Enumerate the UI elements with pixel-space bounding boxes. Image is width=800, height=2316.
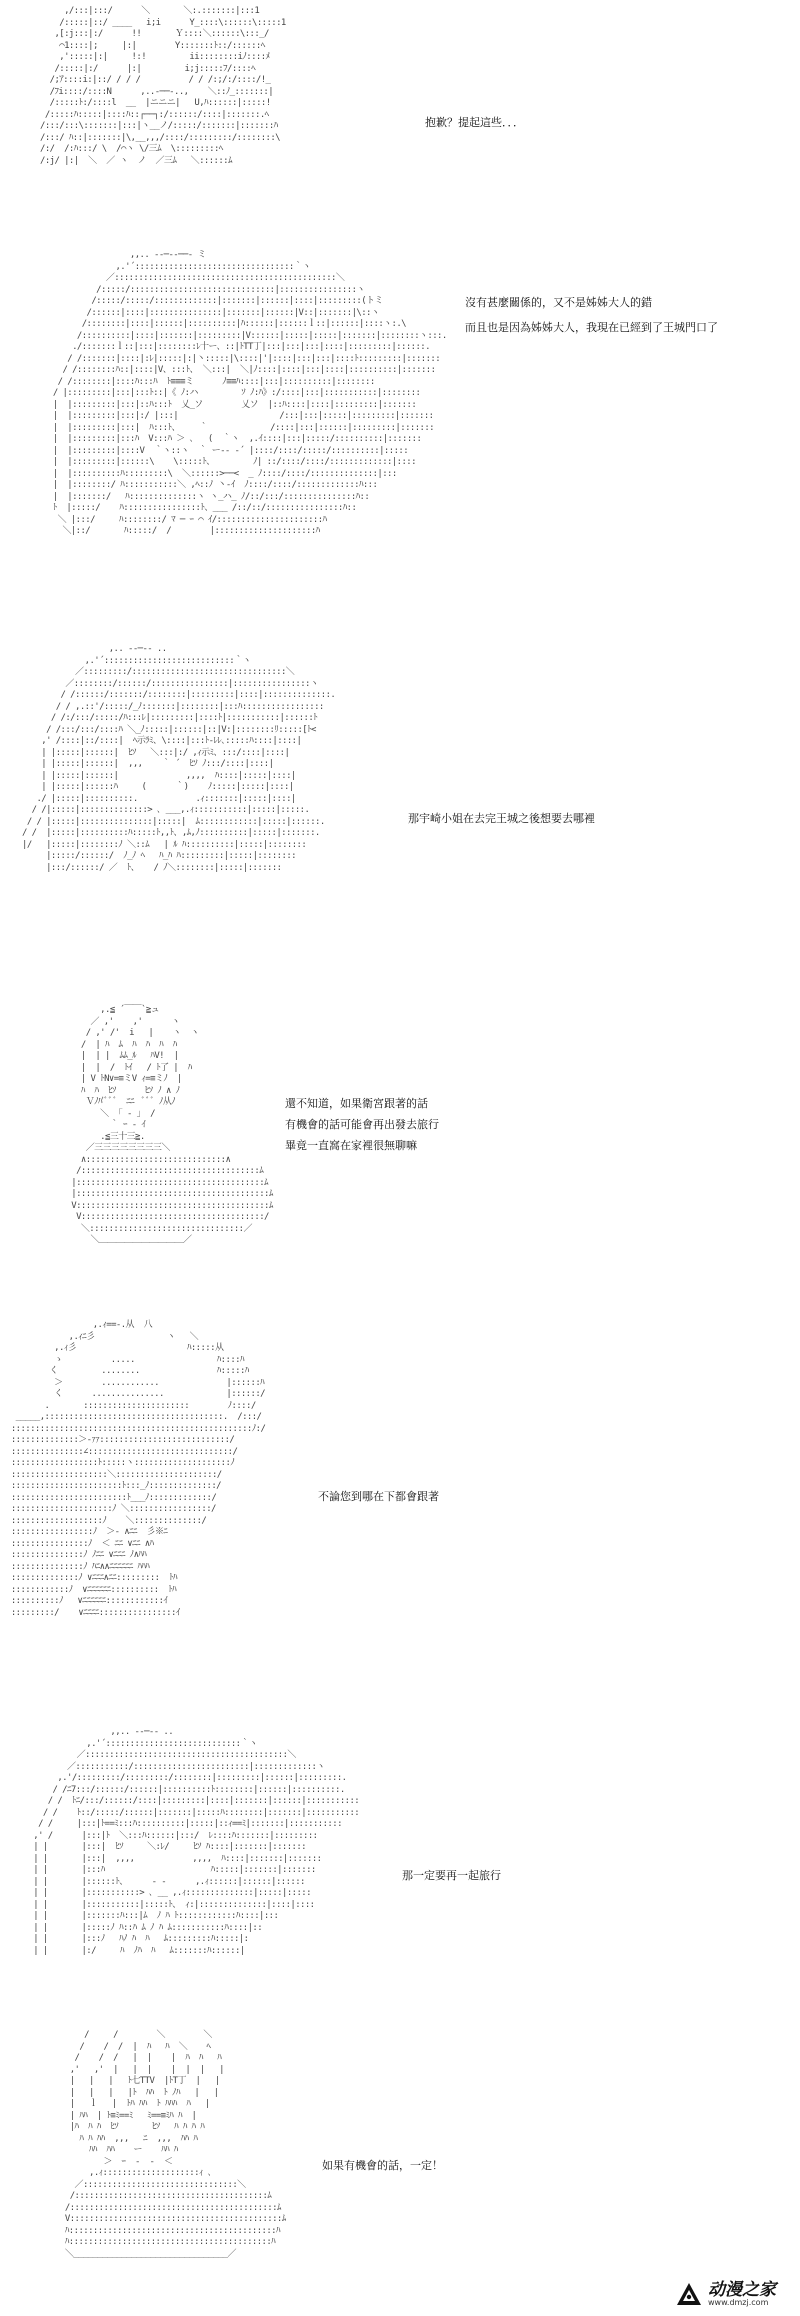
panel-5 [0, 1320, 800, 1700]
panel-6 [0, 1715, 800, 2015]
dialog-line: 那一定要再一起旅行 [402, 1869, 501, 1882]
dialog-text [318, 1486, 439, 1507]
panel-7 [0, 2030, 800, 2316]
panel-2 [0, 240, 800, 630]
panel-4 [0, 1005, 800, 1305]
ascii-art-figure: ,/:::|:::/ ＼ ＼:.:::::::|:::1 /:::::|::/ ____ i;i Y_::::\::::::\:::::1 ,[:j:::|:/ !! Ｙ::::＼::::::\:::_/ ⌒1::::|; |:| Y:::::::ﾄ::/::::::ﾍ ,':::::|:| !:! ii::::::::iﾉ::::ﾒ /:::::|:/ |:| i;j:::::ﾌ/::::ﾍ /;ｱ::::i:|::/ / / / / / /:;/:/::::/!_ /ﾌi::::/::::N ,..-──-.., ＼::ﾉ_:::::::| /:::::ﾄ:/::::l __ |ニニニ| U,ﾊ::::::|:::::! /:::::ﾊ:::::|::::ﾊ::┌──┐:/::::::/::::|:::::::.ﾍ /:::/:::\:::::::|:::|ヽ__ノ/:::::/:::::::|:::::::ﾊ /:::/ ﾊ::|:::::::|\,__,,,/::::/:::::::::/::::::::\ /:/ /:ﾊ:::/ \ /⌒ヽ \/三ﾑ \:::::::::ﾍ /:j/ |:| ＼ ／ ヽ ノ ／三ﾑ ＼::::::ﾑ [40, 6, 286, 166]
dmzj-logo-icon [674, 2279, 704, 2309]
dialog-line: 不論您到哪在下都會跟著 [318, 1490, 439, 1503]
dialog-line: 還不知道，如果衛宮跟著的話 [285, 1097, 428, 1110]
watermark-url: www.dmzj.com [708, 2297, 769, 2307]
panel-3 [0, 640, 800, 980]
watermark-title: 动漫之家 [708, 2279, 776, 2300]
dialog-text [408, 808, 595, 829]
ascii-art-figure: ,.≦ ´￣￣`≧ュ ／ ,' ,' ヽ / ,' /' i | ヽ ヽ / | ﾊ ﾑ ﾊ ﾊ ﾊ ﾊ | | | ﾑﾑ_ﾙ ﾊV! | | | / ﾄｲ / ﾄ了 | ﾊ | V ﾄN∨=≡ミV ｨ=≡ミﾉ | ﾊ ﾊ ﾋｿ ﾋｿ ﾉ ∧ ﾉ Ｖﾉﾊ'ﾞﾞﾞ ﾆﾆ ﾞﾞﾞ ﾉ从ﾉ ＼ ｢ ‐ ｣ / ｀ ｰ ‐ ｲ .≦三十三≧. ／三三三三三三三三＼ ∧:::::::::::::::::::::::::::::∧ /:::::::::::::::::::::::::::::::::::::ﾑ |:::::::::::::::::::::::::::::::::::::::ﾑ |::::::::::::::::::::::::::::::::::::::::ﾑ V::::::::::::::::::::::::::::::::::::::::ﾑ V::::::::::::::::::::::::::::::::::::::/ ＼::::::::::::::::::::::::::::::::／ ＼＿＿＿＿＿＿＿＿＿＿／ [71, 1005, 273, 1245]
ascii-art-figure: ,,.. -‐─-- .. ,.'´::::::::::::::::::::::::::::｀ヽ ／::::::::::::::::::::::::::::::::::::::::::＼ ／:::::::::::/::::::::::::::::::::::::|:::::::::::::ヽ ,.'/:::::::::/:::::::::/::::::::|:::::::::|::::::|:::::::::. / /ﾆ7:::/::::::/::::::|::::::::::ﾄ::::::::|::::::|::::::::::. / / ﾄﾆ/:::/::::::/::::|:::::::::|::::|:::::::|::::::|::::::::::: / / ﾄ::/:::::/::::::|:::::::|:::::ﾊ::::::::|:::::::|::::::::::: / / |:::|ﾄ==ﾐ:::ﾊ::::::::::|:::::|::ｨ==ﾐ|:::::::|::::::::::: ,' / |:::|ﾄ ＼:::ﾊ::::::|:::/ ﾚ::::ﾊ:::::::|::::::::: | | |:::| ﾋｿ ＼:ﾚ/ ﾋｿ ﾊ::::|:::::::|::::::: | | |:::| ,,,, ,,,, ﾊ::::|:::::::|::::::: | | |:::ﾊ ﾊ:::::|:::::::|::::::: | | |::::::ﾄ、 ‐ - ,.ｨ::::::|::::::|:::::: | | |:::::::::::> ､ __ ,.ｨ::::::::::::::|:::::|::::: | | |:::::::::::|:::::ﾄ、 ｨ:|::::::::::::::|::::|:::: | | |:::::::ﾊ:::|ﾑ ﾉ ﾊ ﾄ::::::::::::ﾊ::::|::: | | |:::::ﾉ ﾊ::ﾊ ﾑ ﾉ ﾊ ﾑ:::::::::::ﾊ::::|:: | | |:::ﾉ ﾊﾉ ﾊ ﾊ ﾑ:::::::::ﾊ:::::|: | | |:/ ﾊ ﾉﾊ ﾊ ﾑ:::::::ﾊ::::::| [33, 1727, 360, 1956]
dialog-line: 畢竟一直窩在家裡很無聊嘛 [285, 1139, 417, 1152]
panel-1 [0, 0, 800, 200]
dialog-line: 抱歉？提起這些．．． [425, 116, 524, 129]
dialog-text [285, 1093, 439, 1156]
ascii-art-figure: ,.ｨ==-.从 八 ,.ｨﾆ彡 ヽ ＼ ,.ｨ彡 ﾊ:::::从 ゝ ..... ﾊ::::ﾊ く ........ ﾊ:::::ﾊ ＞ ............ |::::::ﾊ く ............... |::::::/ . :::::::::::::::::::::: ﾉ::::/ _____,:::::::::::::::::::::::::::::::::::::. /:::/ ::::::::::::::::::::::::::::::::::::::::::::::::::ﾉ:/ ::::::::::::::＞-ｧｧ:::::::::::::::::::::::::::/ :::::::::::::::∠::::::::::::::::::::::::::::::/ ::::::::::::::::::ﾄ:::::ヽ::::::::::::::::::::ﾉ ::::::::::::::::::::＼:::::::::::::::::::::/ :::::::::::::::::::::::ﾄ:::_ﾉ::::::::::::::/ ::::::::::::::::::::::::ﾄ___ﾉ:::::::::::::/ :::::::::::::::::::::ﾉ ＼:::::::::::::::::/ :::::::::::::::::::ﾉ ＼::::::::::::::/ :::::::::::::::::ﾉ ＞- ∧ﾆﾆ 彡※ﾆ ::::::::::::::::ﾉ ＜ ﾆﾆ ∨ﾆﾆ ∧ﾊ :::::::::::::::ﾉ ﾉﾆﾆ ∨ﾆﾆﾆ ﾉ∧ﾊﾊ :::::::::::::::ﾉ ﾊﾆ∧∧ﾆﾆﾆﾆﾆﾆ ﾊﾊﾊ ::::::::::::::ﾉ ∨ﾆﾆﾆ∧ﾆﾆ::::::::: ﾄﾊ ::::::::::::ﾉ ∨ﾆﾆﾆﾆﾆﾆ:::::::::: ﾄﾊ ::::::::::ﾉ ∨ﾆﾆﾆﾆﾆﾆ::::::::::::ｲ :::::::::/ ∨ﾆﾆﾆﾆ::::::::::::::::ｲ [10, 1320, 266, 1618]
dialog-line: 有機會的話可能會再出發去旅行 [285, 1118, 439, 1131]
dialog-line: 如果有機會的話，一定！ [322, 2159, 443, 2172]
ascii-art-figure: / / ＼ ＼ / / / | ﾊ ﾊ ＼ ﾍ / / / | | | ﾊ ﾊ ﾊ ,' ,' | | | | | | | | | | ﾄ七TTV |ﾄT丁 | | | | | |ﾄ ﾊﾊ ﾄ ﾉﾊ | | | ｌ | ﾄﾊ ﾊﾊ ﾄ ﾊﾊﾊ ﾊ | | ﾊﾊ | ﾄ≡ﾐ==ﾐ ﾐ==≡ﾐﾊ ﾊ | |ﾊ ﾊ ﾊ ﾋｿ ﾋｿ ﾊ ﾊ ﾊ ﾊ ﾊ ﾊ ﾊﾊ ,,, ﾆ ,,, ﾊﾊ ﾊ ﾊﾊ ﾊﾊ ー ﾊﾊ ﾊ ＞ ｰ ‐ ‐ ＜ ,.ｨ::::::::::::::::::::ｨ ､ ／::::::::::::::::::::::::::::::::＼ /::::::::::::::::::::::::::::::::::::::::ﾑ /:::::::::::::::::::::::::::::::::::::::::::ﾑ V::::::::::::::::::::::::::::::::::::::::::::ﾑ ﾊ:::::::::::::::::::::::::::::::::::::::::::ﾊ ﾊ::::::::::::::::::::::::::::::::::::::::::ﾊ ＼________________________________／ [64, 2030, 286, 2259]
dialog-text [402, 1865, 501, 1886]
dialog-text [322, 2155, 443, 2176]
dialog-text [425, 112, 524, 133]
dialog-line: 而且也是因為姊姊大人，我現在已經到了王城門口了 [465, 321, 718, 334]
watermark-logo [674, 2278, 794, 2310]
ascii-art-figure: ,,.. -‐─--──- ミ ,.'´:::::::::::::::::::::::::::::::::｀ヽ ／::::::::::::::::::::::::::::::::::::::::::::::＼ /:::::/::::::::::::::::::::::::::::::|::::::::::::::::ヽ /:::::/:::::/:::::::::::::|:::::::|::::::|::::|:::::::::(トミ /::::::|::::|:::::::::::::::|:::::::|::::::|V::|:::::::|\::ヽ /::::::::|::::|::::::|::::::::::|ﾊ::::::|::::::ｌ::|::::::|::::ヽ:.\ /::::::::::|::::|:::::::|:::::::::|V::::::|:::::|:::::|:::::::|::::::::ヽ:::. ./:::::::ｌ::|:::|::::::::ﾚ十ー、::|ﾄTT丁|:::|:::|:::|::::|:::::::::|::::::. / /:::::::|::::|:ﾚ|:::::|:|丶:::::|\::::|'|::::|:::|:::|::::ﾄ:::::::::|::::::: / /::::::::ﾊ::|::::|V、:::ﾄ、 ＼:::| ＼|ﾉ::::|::::|:::|::::|::::::::::|::::::: / /::::::::|::::ﾊ:::ﾊ ﾄ≡≡≡ミ ﾉ≡≡ﾊ::::|:::|::::::::::|:::::::: / |:::::::::|:::|:::ﾄ::|《 ﾉ:ハ ｿ ﾉ:ﾊ》:/::::|:::|:::::::::::|:::::::: | |:::::::::|:::|::ﾊ:::ﾄ 乂_ソ 乂ソ |::ﾊ::::|::::|:::::::::|::::::: | |:::::::::|:::|:/ |:::| /:::|:::|:::::|:::::::::|::::::: | |:::::::::|:::| ﾊ:::ﾄ、 ｀ /::::|:::|::::::|:::::::::|::::::: | |:::::::::|:::ﾊ V:::ﾊ ＞ ､ ( ｀ヽ ,.ｲ::::|:::|:::::/::::::::::|::::::: | |:::::::::|::::V ｀ヽ::ヽ ｀ ー-- ‐´ |::::/::::/:::::/::::::::::|::::: | |:::::::::|::::::\ \:::::ﾄ、 ﾉ| ::/::::/::::/:::::::::::::|:::: | |::::::::::ﾊ:::::::::\ ＼::::::>──< _ ﾉ::::/::::/::::::::::::::|::: | |::::::::/ ﾊ:::::::::::＼ ,ﾍ::ﾉ 丶-ｲ ﾉ::::/::::/:::::::::::::ﾊ::: | |:::::::/ ﾊ::::::::::::::ヽ ヽ_ハ_ ﾉ/::/:::/:::::::::::::::ﾊ:: ﾄ |:::::/ ﾊ::::::::::::::::ﾄ、___ /::/::/::::::::::::::::ﾊ:: ＼ |:::/ ﾊ::::::::/ ﾏ ─ ｰ ⌒ ｲ/::::::::::::::::::::::ﾊ ＼|::/ ﾊ:::::/ / |:::::::::::::::::::::ﾊ [52, 250, 447, 536]
dialog-line: 沒有甚麼關係的，又不是姊姊大人的錯 [465, 296, 652, 309]
dialog-line: 那宇崎小姐在去完王城之後想要去哪裡 [408, 812, 595, 825]
ascii-art-figure: ,.. -‐─‐- .. ,.'´:::::::::::::::::::::::::::｀ヽ ／:::::::::/::::::::::::::::::::::::::::::::＼ ／::::::::/::::::/::::::::::::::::|::::::::::::::::ヽ / /::::::/:::::::/::::::::|:::::::::|::::|::::::::::::::. / / ,.::'/:::::/_ﾉ:::::::|::::::::|:::ﾊ::::::::::::::::: / /:/:::/:::::/ﾊ:::ﾚ|:::::::::|::::ﾄ|:::::::::::|::::::ﾄ / /:::/:::/::::ﾊ ＼_ﾉ:::::|::::::|::|V:|::::::::ﾘ:::::[ﾄ< ,' /::::|::/::::| ﾍ示ﾗﾐ、\::::|:::ﾄ-ﾚﾚ､:::::ﾊ::::|::::| | |:::::|::::::| ﾋｿ ＼:::|:/ ,ｨ示ﾐ、:::/::::|::::| | |:::::|::::::| ,,, ｀ ´ ﾋｿ ﾉ:::/::::|::::| | |:::::|::::::| ,,,, ﾊ::::|:::::|::::| | |:::::|::::::ﾊ ( ｀) ﾉ:::::|:::::|::::| ./ |:::::|::::::::::. .ｨ:::::::|:::::|::::| / /|:::::|::::::::::::::> ､ ___,.ｨ:::::::::::|:::::|:::::. / / |:::::|:::::::::::::::|:::::| ﾑ::::::::::::|:::::|::::::. / / |:::::|::::::::::ﾊ:::::ﾄ,,ﾄ、,ﾑ,ﾉ::::::::::|:::::|:::::::. |/ |:::::|::::::::ﾉ ＼::ﾑ | ﾙ ﾊ::::::::::|:::::|:::::::: |:::::/::::::/ ﾉ_ﾉ ﾍ ﾊ_ﾊ ﾊ:::::::::|:::::|:::::::: |:::/::::::/ ／ ﾄ、 / ﾉ＼::::::::|:::::|::::::: [22, 644, 336, 873]
dialog-text [465, 292, 718, 338]
